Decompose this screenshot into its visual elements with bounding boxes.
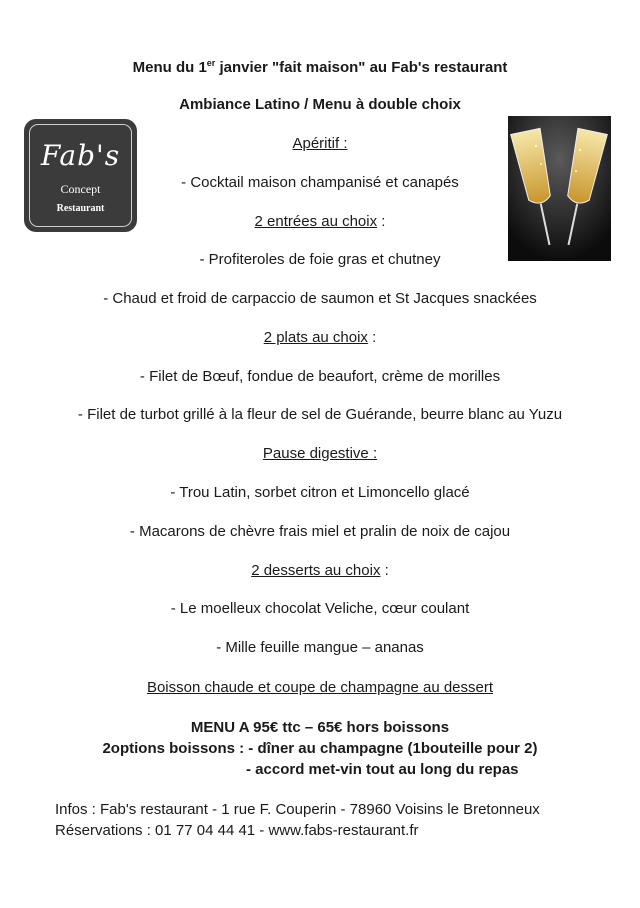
pause-item: - Trou Latin, sorbet citron et Limoncello glacé — [170, 484, 470, 501]
plats-heading: 2 plats au choix : — [263, 329, 377, 346]
pause-heading: Pause digestive : — [262, 445, 378, 462]
pause-item: - Macarons de chèvre frais miel et pralin de noix de cajou — [129, 523, 511, 540]
menu-subtitle: Ambiance Latino / Menu à double choix — [179, 96, 461, 113]
plat-item: - Filet de turbot grillé à la fleur de sel de Guérande, beurre blanc au Yuzu — [77, 406, 563, 423]
dessert-item: - Mille feuille mangue – ananas — [216, 639, 424, 656]
menu-title: Menu du 1er janvier "fait maison" au Fab's restaurant — [132, 58, 508, 76]
drink-options-line: 2options boissons : - dîner au champagne (1bouteille pour 2) — [102, 740, 538, 757]
entree-item: - Profiteroles de foie gras et chutney — [199, 251, 441, 268]
logo-text-restaurant: Restaurant — [56, 203, 105, 214]
entrees-heading: 2 entrées au choix : — [254, 213, 386, 230]
info-reservations: Réservations : 01 77 04 44 41 - www.fabs-restaurant.fr — [55, 822, 419, 839]
aperitif-item: - Cocktail maison champanisé et canapés — [181, 174, 459, 191]
drink-options-line-2: - accord met-vin tout au long du repas — [246, 761, 519, 778]
desserts-heading: 2 desserts au choix : — [251, 562, 389, 579]
logo-text-concept: Concept — [60, 182, 101, 196]
boisson-note: Boisson chaude et coupe de champagne au dessert — [146, 679, 494, 696]
plat-item: - Filet de Bœuf, fondue de beaufort, crème de morilles — [139, 368, 501, 385]
dessert-item: - Le moelleux chocolat Veliche, cœur coulant — [170, 600, 470, 617]
entree-item: - Chaud et froid de carpaccio de saumon et St Jacques snackées — [103, 290, 537, 307]
info-address: Infos : Fab's restaurant - 1 rue F. Couperin - 78960 Voisins le Bretonneux — [55, 801, 540, 818]
aperitif-heading: Apéritif : — [292, 135, 348, 152]
price-line: MENU A 95€ ttc – 65€ hors boissons — [190, 719, 450, 736]
logo-text-fabs: Fab's — [40, 139, 121, 172]
